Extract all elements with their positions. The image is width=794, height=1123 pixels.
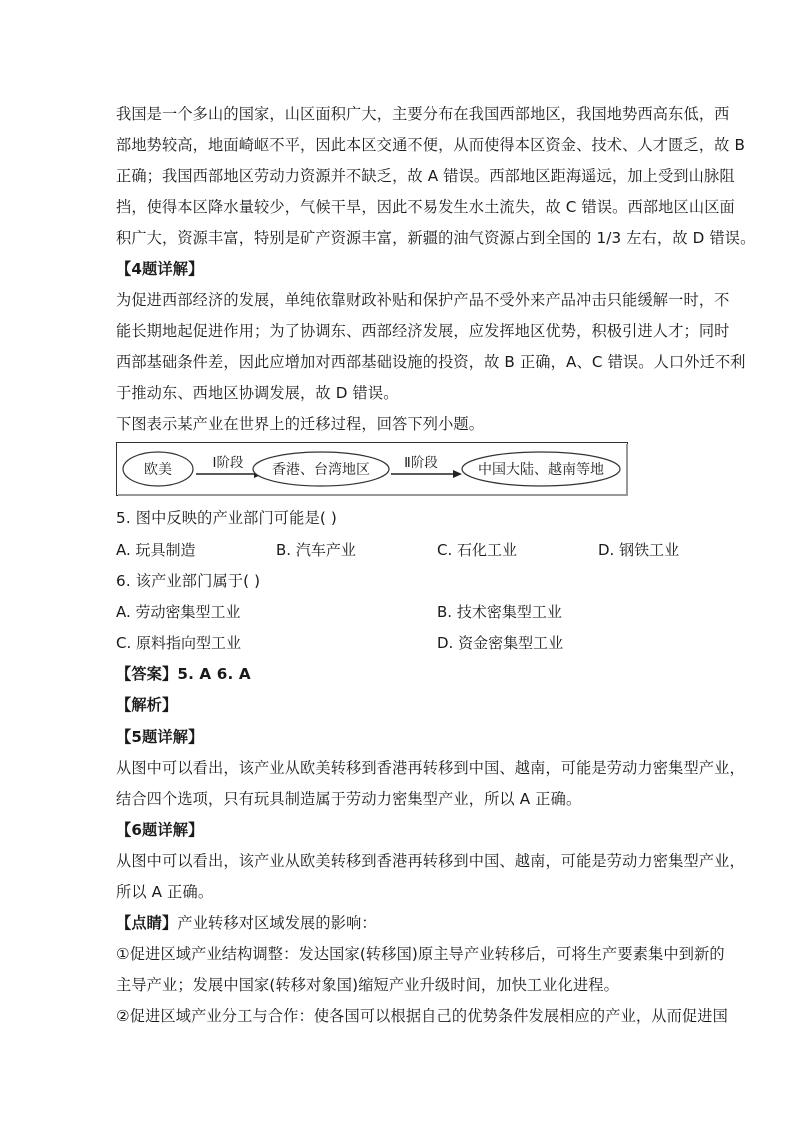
section-heading: 【6题详解】 (116, 821, 204, 839)
node-label-2: 香港、台湾地区 (272, 462, 370, 478)
q5-option-b: B. 汽车产业 (276, 541, 356, 559)
text-line: 积广大，资源丰富，特别是矿产资源丰富，新疆的油气资源占到全国的 1/3 左右，故 D 错误。 (116, 229, 756, 247)
text-line: 所以 A 正确。 (116, 883, 214, 901)
diagram-frame-shadow (626, 444, 628, 496)
q6-option-d: D. 资金密集型工业 (437, 634, 564, 652)
text-line: 西部基础条件差，因此应增加对西部基础设施的投资，故 B 正确，A、C 错误。人口外迁不利 (116, 353, 746, 371)
text-line: 我国是一个多山的国家，山区面积广大，主要分布在我国西部地区，我国地势西高东低，西 (116, 105, 730, 123)
text-line: 挡，使得本区降水量较少，气候干旱，因此不易发生水土流失，故 C 错误。西部地区山区面 (116, 198, 735, 216)
q6-option-b: B. 技术密集型工业 (437, 603, 562, 621)
text-line: 部地势较高，地面崎岖不平，因此本区交通不便，从而使得本区资金、技术、人才匮乏，故 B (116, 136, 746, 154)
text-line: 从图中可以看出，该产业从欧美转移到香港再转移到中国、越南，可能是劳动力密集型产业， (116, 852, 745, 870)
node-label-3: 中国大陆、越南等地 (478, 462, 604, 478)
text-line: 能长期地起促进作用；为了协调东、西部经济发展，应发挥地区优势，积极引进人才；同时 (116, 322, 730, 340)
answer-line: 【答案】5. A 6. A (116, 665, 251, 683)
question-intro: 下图表示某产业在世界上的迁移过程，回答下列小题。 (116, 415, 485, 433)
text-line: ②促进区域产业分工与合作：使各国可以根据自己的优势条件发展相应的产业，从而促进国 (116, 1007, 728, 1025)
q5-option-d: D. 钢铁工业 (598, 541, 680, 559)
q6-option-c: C. 原料指向型工业 (116, 634, 242, 652)
industry-migration-diagram (116, 442, 628, 496)
section-heading: 【5题详解】 (116, 728, 204, 746)
q6-option-a: A. 劳动密集型工业 (116, 603, 241, 621)
q5-option-c: C. 石化工业 (437, 541, 518, 559)
stage-label-1: Ⅰ阶段 (212, 455, 244, 471)
text-line: 正确；我国西部地区劳动力资源并不缺乏，故 A 错误。西部地区距海遥远，加上受到山脉阻 (116, 167, 735, 185)
text-line: 为促进西部经济的发展，单纯依靠财政补贴和保护产品不受外来产品冲击只能缓解一时，不 (116, 291, 730, 309)
text-line: 从图中可以看出，该产业从欧美转移到香港再转移到中国、越南，可能是劳动力密集型产业， (116, 759, 745, 777)
section-heading: 【4题详解】 (116, 260, 204, 278)
q5-option-a: A. 玩具制造 (116, 541, 196, 559)
stage-label-2: Ⅱ阶段 (404, 455, 438, 471)
tip-label: 【点睛】 (116, 914, 178, 932)
tip-line (116, 913, 377, 933)
text-line: 主导产业；发展中国家(转移对象国)缩短产业升级时间，加快工业化进程。 (116, 976, 619, 994)
tip-text: 产业转移对区域发展的影响： (177, 914, 377, 932)
analysis-heading: 【解析】 (116, 696, 178, 714)
text-line: 结合四个选项，只有玩具制造属于劳动力密集型产业，所以 A 正确。 (116, 790, 582, 808)
text-line: ①促进区域产业结构调整：发达国家(转移国)原主导产业转移后，可将生产要素集中到新的 (116, 945, 725, 963)
text-line: 于推动东、西地区协调发展，故 D 错误。 (116, 384, 399, 402)
question-6-stem: 6. 该产业部门属于( ) (116, 572, 261, 590)
diagram-frame-shadow (118, 494, 628, 496)
node-label-1: 欧美 (144, 462, 172, 478)
question-5-stem: 5. 图中反映的产业部门可能是( ) (116, 509, 337, 527)
